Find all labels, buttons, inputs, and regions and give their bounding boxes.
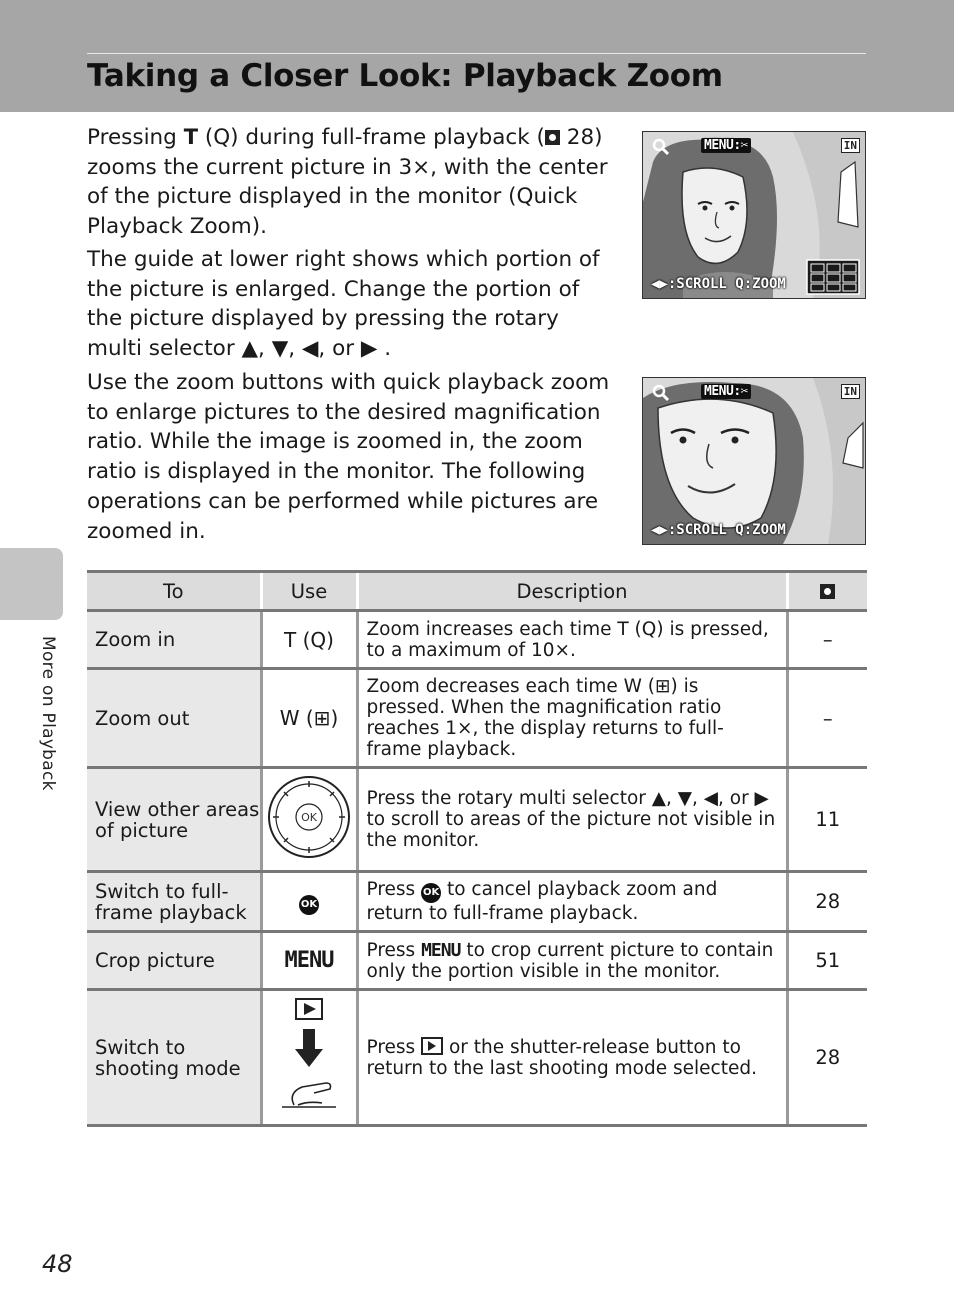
section-tab	[0, 548, 63, 620]
row-description: Press or the shutter-release button to return to the last shooting mode selected.	[357, 990, 787, 1126]
row-description: Press the rotary multi selector ▲, ▼, ◀, or ▶ to scroll to areas of the picture not visible in the monitor.	[357, 768, 787, 872]
table-row	[87, 990, 867, 1126]
menu-scissors-indicator: MENU:✂	[701, 384, 751, 399]
row-to: Zoom out	[87, 669, 261, 768]
header-reference	[787, 572, 867, 611]
shutter-release-icon	[282, 1083, 336, 1107]
row-to: Switch to full-frame playback	[87, 872, 261, 932]
ok-button-icon: OK	[421, 883, 441, 903]
dial-ok-label: OK	[301, 811, 317, 824]
intro-text-pressing: Pressing	[87, 125, 177, 150]
playback-button-icon	[296, 999, 322, 1019]
ok-button-icon: OK	[261, 872, 357, 932]
scissors-icon: ✂	[740, 384, 748, 399]
row-to: Zoom in	[87, 611, 261, 669]
book-reference-icon	[545, 130, 560, 145]
table-row	[87, 611, 867, 669]
portrait-photo	[643, 132, 865, 298]
zoom-magnify-icon: (Q)	[204, 125, 239, 150]
header-use: Use	[261, 572, 357, 611]
row-description: Zoom decreases each time W (⊞) is pressed. When the magnification ratio reaches 1×, the display returns to full-frame playback.	[357, 669, 787, 768]
monitor-screenshot-zoomed	[642, 377, 866, 545]
row-description: Press MENU to crop current picture to contain only the portion visible in the monitor.	[357, 932, 787, 990]
row-reference: 51	[787, 932, 867, 990]
menu-button-icon: MENU	[261, 932, 357, 990]
book-reference-icon	[820, 584, 835, 599]
intro-page-reference: 28	[566, 125, 595, 150]
row-to: Switch to shooting mode	[87, 990, 261, 1126]
intro-paragraph-3: Use the zoom buttons with quick playback zoom to enlarge pictures to the desired magnification ratio. While the image is zoomed in, the zoom ratio is displayed in the monitor. The following operations can be performed while pictures are zoomed in.	[87, 370, 610, 544]
row-to: View other areas of picture	[87, 768, 261, 872]
page-number: 48	[42, 1250, 73, 1278]
table-row	[87, 768, 867, 872]
row-description: Zoom increases each time T (Q) is pressed, to a maximum of 10×.	[357, 611, 787, 669]
menu-scissors-indicator: MENU:✂	[701, 138, 751, 153]
zoom-in-icon: T (Q)	[261, 611, 357, 669]
scissors-icon: ✂	[740, 138, 748, 153]
navigator-guide-icon	[807, 260, 859, 294]
row-reference: 11	[787, 768, 867, 872]
header-rule	[87, 53, 866, 54]
menu-button-icon: MENU	[421, 939, 461, 961]
playback-zoom-operations-table	[87, 570, 867, 1127]
intro-paragraph-2: The guide at lower right shows which portion of the picture is enlarged. Change the portion of the picture displayed by pressing the rotary multi selector ▲, ▼, ◀, or ▶ .	[87, 247, 600, 362]
down-arrow-icon	[295, 1029, 323, 1067]
table-row	[87, 932, 867, 990]
scroll-zoom-guide: ◀▶:SCROLL Q:ZOOM	[651, 276, 786, 292]
row-to: Crop picture	[87, 932, 261, 990]
monitor-screenshot-quick-zoom	[642, 131, 866, 299]
row-reference: –	[787, 669, 867, 768]
portrait-photo-zoomed	[643, 378, 865, 544]
page-header	[0, 0, 954, 112]
row-reference: –	[787, 611, 867, 669]
row-reference: 28	[787, 990, 867, 1126]
intro-paragraph-1	[87, 123, 617, 242]
playback-or-shutter-icon	[261, 990, 357, 1126]
section-label: More on Playback	[38, 636, 58, 791]
playback-button-icon	[421, 1037, 443, 1055]
header-description: Description	[357, 572, 787, 611]
scroll-zoom-guide: ◀▶:SCROLL Q:ZOOM	[651, 522, 786, 538]
tele-button-symbol: T	[183, 125, 199, 149]
rotary-multi-selector-icon	[261, 768, 357, 872]
intro-text-middle: during full-frame playback (	[238, 125, 545, 150]
page-title: Taking a Closer Look: Playback Zoom	[87, 58, 723, 94]
table-row	[87, 669, 867, 768]
intro-text-end: ) zooms the current picture in 3×, with the center of the picture displayed in the monitor (Quick Playback Zoom).	[87, 125, 608, 240]
row-description: Press OK to cancel playback zoom and return to full-frame playback.	[357, 872, 787, 932]
internal-memory-icon: IN	[841, 384, 860, 399]
zoom-out-icon: W (⊞)	[261, 669, 357, 768]
table-header-row	[87, 572, 867, 611]
internal-memory-icon: IN	[841, 138, 860, 153]
header-to: To	[87, 572, 261, 611]
table-row	[87, 872, 867, 932]
row-reference: 28	[787, 872, 867, 932]
